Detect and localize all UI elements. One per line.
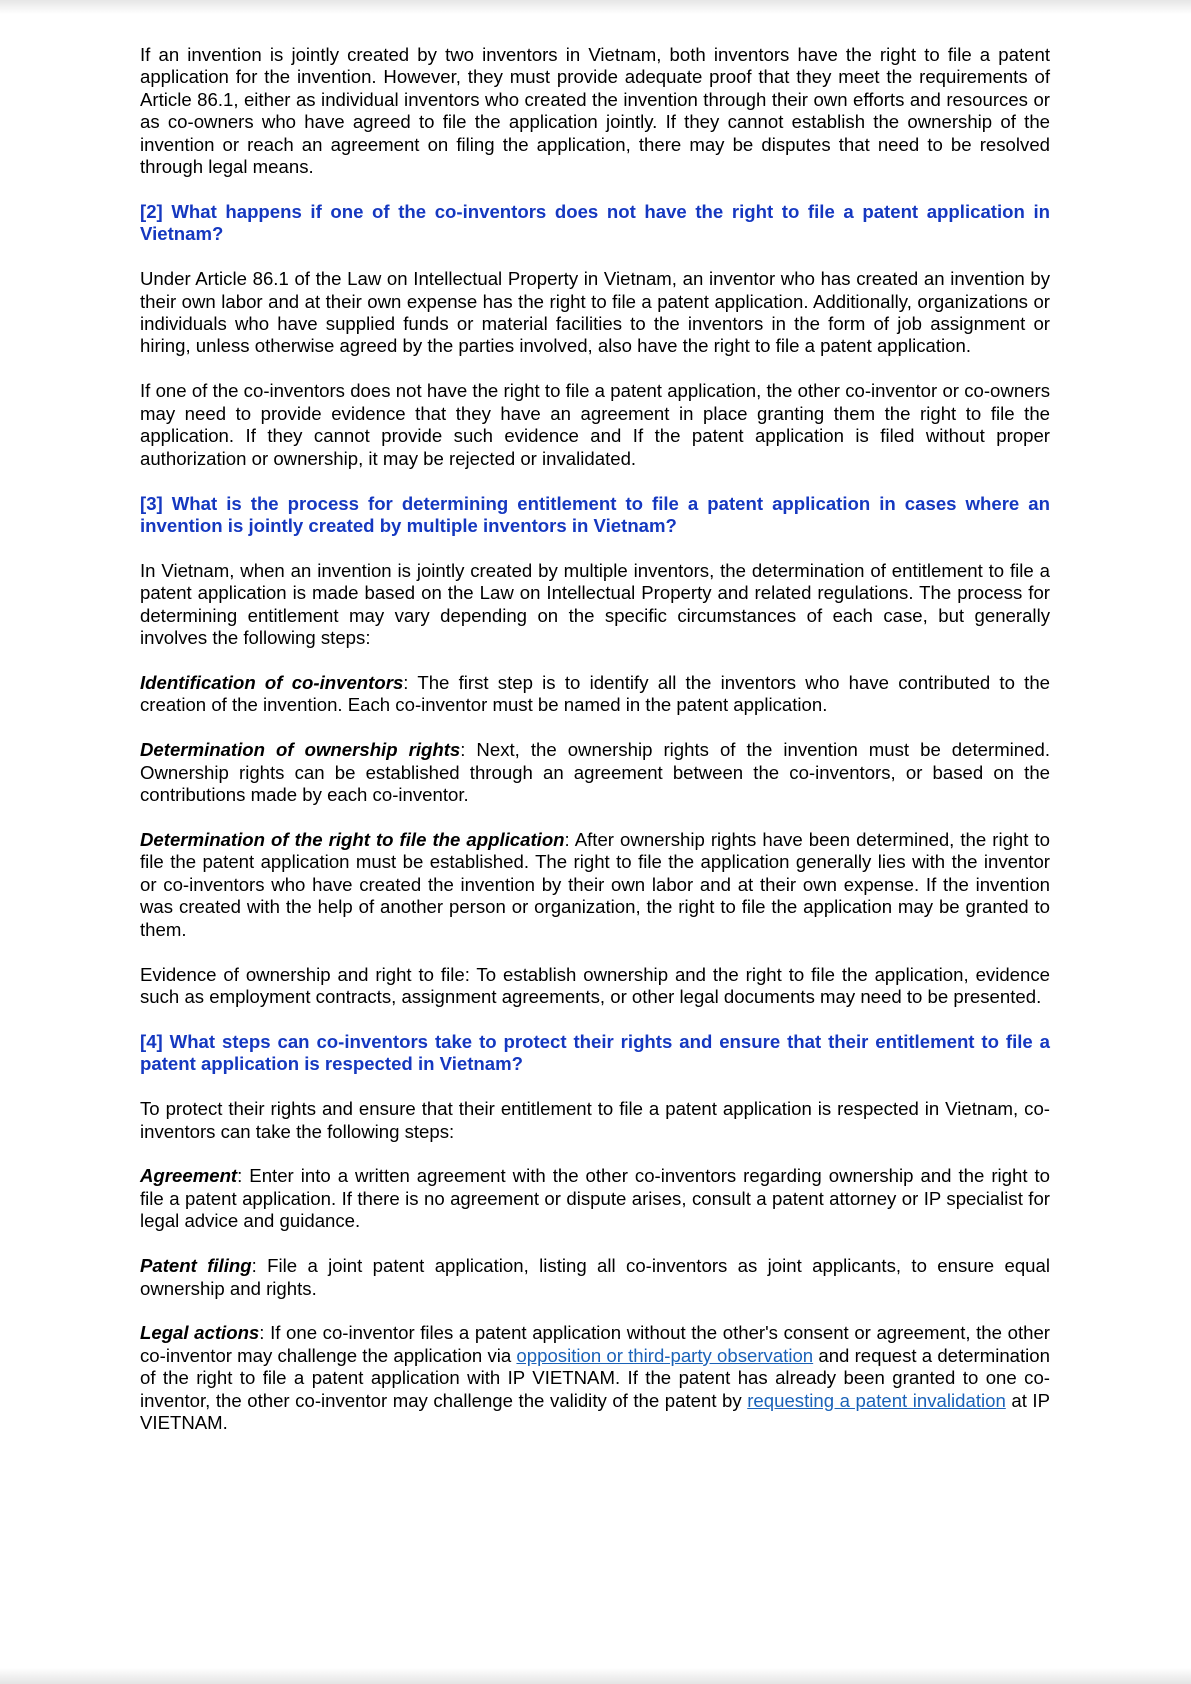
step-identification-text: : The first step is to identify all the inventors who have contributed to the creation of the invention. Each co-inventor must be named in the patent application. [140,671,1051,716]
paragraph-joint-inventors: If an invention is jointly created by two inventors in Vietnam, both inventors have the right to file a patent application for the invention. However, they must provide adequate proof that they meet the requirements of Article 86.1, either as individual inventors who created the invention through their own efforts and resources or as co-owners who have agreed to file the application jointly. If they cannot establish the ownership of the invention or reach an agreement on filing the application, there may be disputes that need to be resolved through legal means. [140,44,1050,178]
page-top-shadow [0,0,1191,14]
step-legal-actions-text-3: at IP VIETNAM. [140,1389,1050,1434]
step-ownership-text: : Next, the ownership rights of the invention must be determined. Ownership rights can be established through an agreement between the co-inventors, or based on the contributions made by each co-inventor. [140,739,1050,806]
step-patent-filing-term: Patent filing [140,1255,252,1277]
paragraph-article-86: Under Article 86.1 of the Law on Intellectual Property in Vietnam, an inventor who has created an invention by their own labor and at their own expense has the right to file a patent application. Additionally, organizations or individuals who have supplied funds or material facilities to the inventors in the form of job assignment or hiring, unless otherwise agreed by the parties involved, also have the right to file a patent application. [140,268,1050,357]
step-right-to-file-text: : After ownership rights have been determined, the right to file the patent application must be established. The right to file the application generally lies with the inventor or co-inventors who have created the invention by their own labor and at their own expense. If the invention was created with the help of another person or organization, the right to file the application may be granted to them. [140,828,1050,940]
heading-question-3: [3] What is the process for determining entitlement to file a patent application in cases where an invention is jointly created by multiple inventors in Vietnam? [140,492,1050,536]
paragraph-protect-rights: To protect their rights and ensure that their entitlement to file a patent application is respected in Vietnam, co-inventors can take the following steps: [140,1098,1050,1142]
link-patent-invalidation[interactable]: requesting a patent invalidation [747,1389,1006,1411]
step-legal-actions-text-2: and request a determination of the right to file a patent application with IP VIETNAM. If the patent has already been granted to one co-inventor, the other co-inventor may challenge the validity of the patent by [140,1344,1050,1411]
step-agreement-text: : Enter into a written agreement with the other co-inventors regarding ownership and the right to file a patent application. If there is no agreement or dispute arises, consult a patent attorney or IP specialist for legal advice and guidance. [140,1165,1050,1232]
paragraph-entitlement-process: In Vietnam, when an invention is jointly created by multiple inventors, the determination of entitlement to file a patent application is made based on the Law on Intellectual Property and related regulations. The process for determining entitlement may vary depending on the specific circumstances of each case, but generally involves the following steps: [140,559,1050,649]
step-patent-filing-text: : File a joint patent application, listing all co-inventors as joint applicants, to ensure equal ownership and rights. [140,1255,1050,1299]
step-agreement [140,1165,1050,1232]
step-right-to-file [140,829,1050,941]
heading-question-2: [2] What happens if one of the co-inventors does not have the right to file a patent application in Vietnam? [140,200,1050,245]
step-identification [140,672,1050,717]
page-bottom-shadow [0,1668,1191,1684]
step-legal-actions-text-1: : If one co-inventor files a patent application without the other's consent or agreement, the other co-inventor may challenge the application via [140,1322,1050,1366]
step-patent-filing [140,1255,1050,1300]
paragraph-evidence: Evidence of ownership and right to file: To establish ownership and the right to file the application, evidence such as employment contracts, assignment agreements, or other legal documents may need to be presented. [140,963,1050,1007]
paragraph-no-right: If one of the co-inventors does not have the right to file a patent application, the other co-inventor or co-owners may need to provide evidence that they have an agreement in place granting them the right to file the application. If they cannot provide such evidence and If the patent application is filed without proper authorization or ownership, it may be rejected or invalidated. [140,380,1050,469]
step-identification-term: Identification of co-inventors [140,671,404,693]
heading-question-4: [4] What steps can co-inventors take to protect their rights and ensure that their entitlement to file a patent application is respected in Vietnam? [140,1030,1050,1075]
step-right-to-file-term: Determination of the right to file the application [140,828,565,850]
step-legal-actions [140,1322,1050,1434]
step-ownership [140,739,1050,806]
link-opposition-observation[interactable]: opposition or third-party observation [516,1344,814,1366]
step-agreement-term: Agreement [140,1165,238,1187]
step-ownership-term: Determination of ownership rights [140,739,461,761]
step-legal-actions-term: Legal actions [140,1322,260,1344]
document-page [140,44,1050,1457]
